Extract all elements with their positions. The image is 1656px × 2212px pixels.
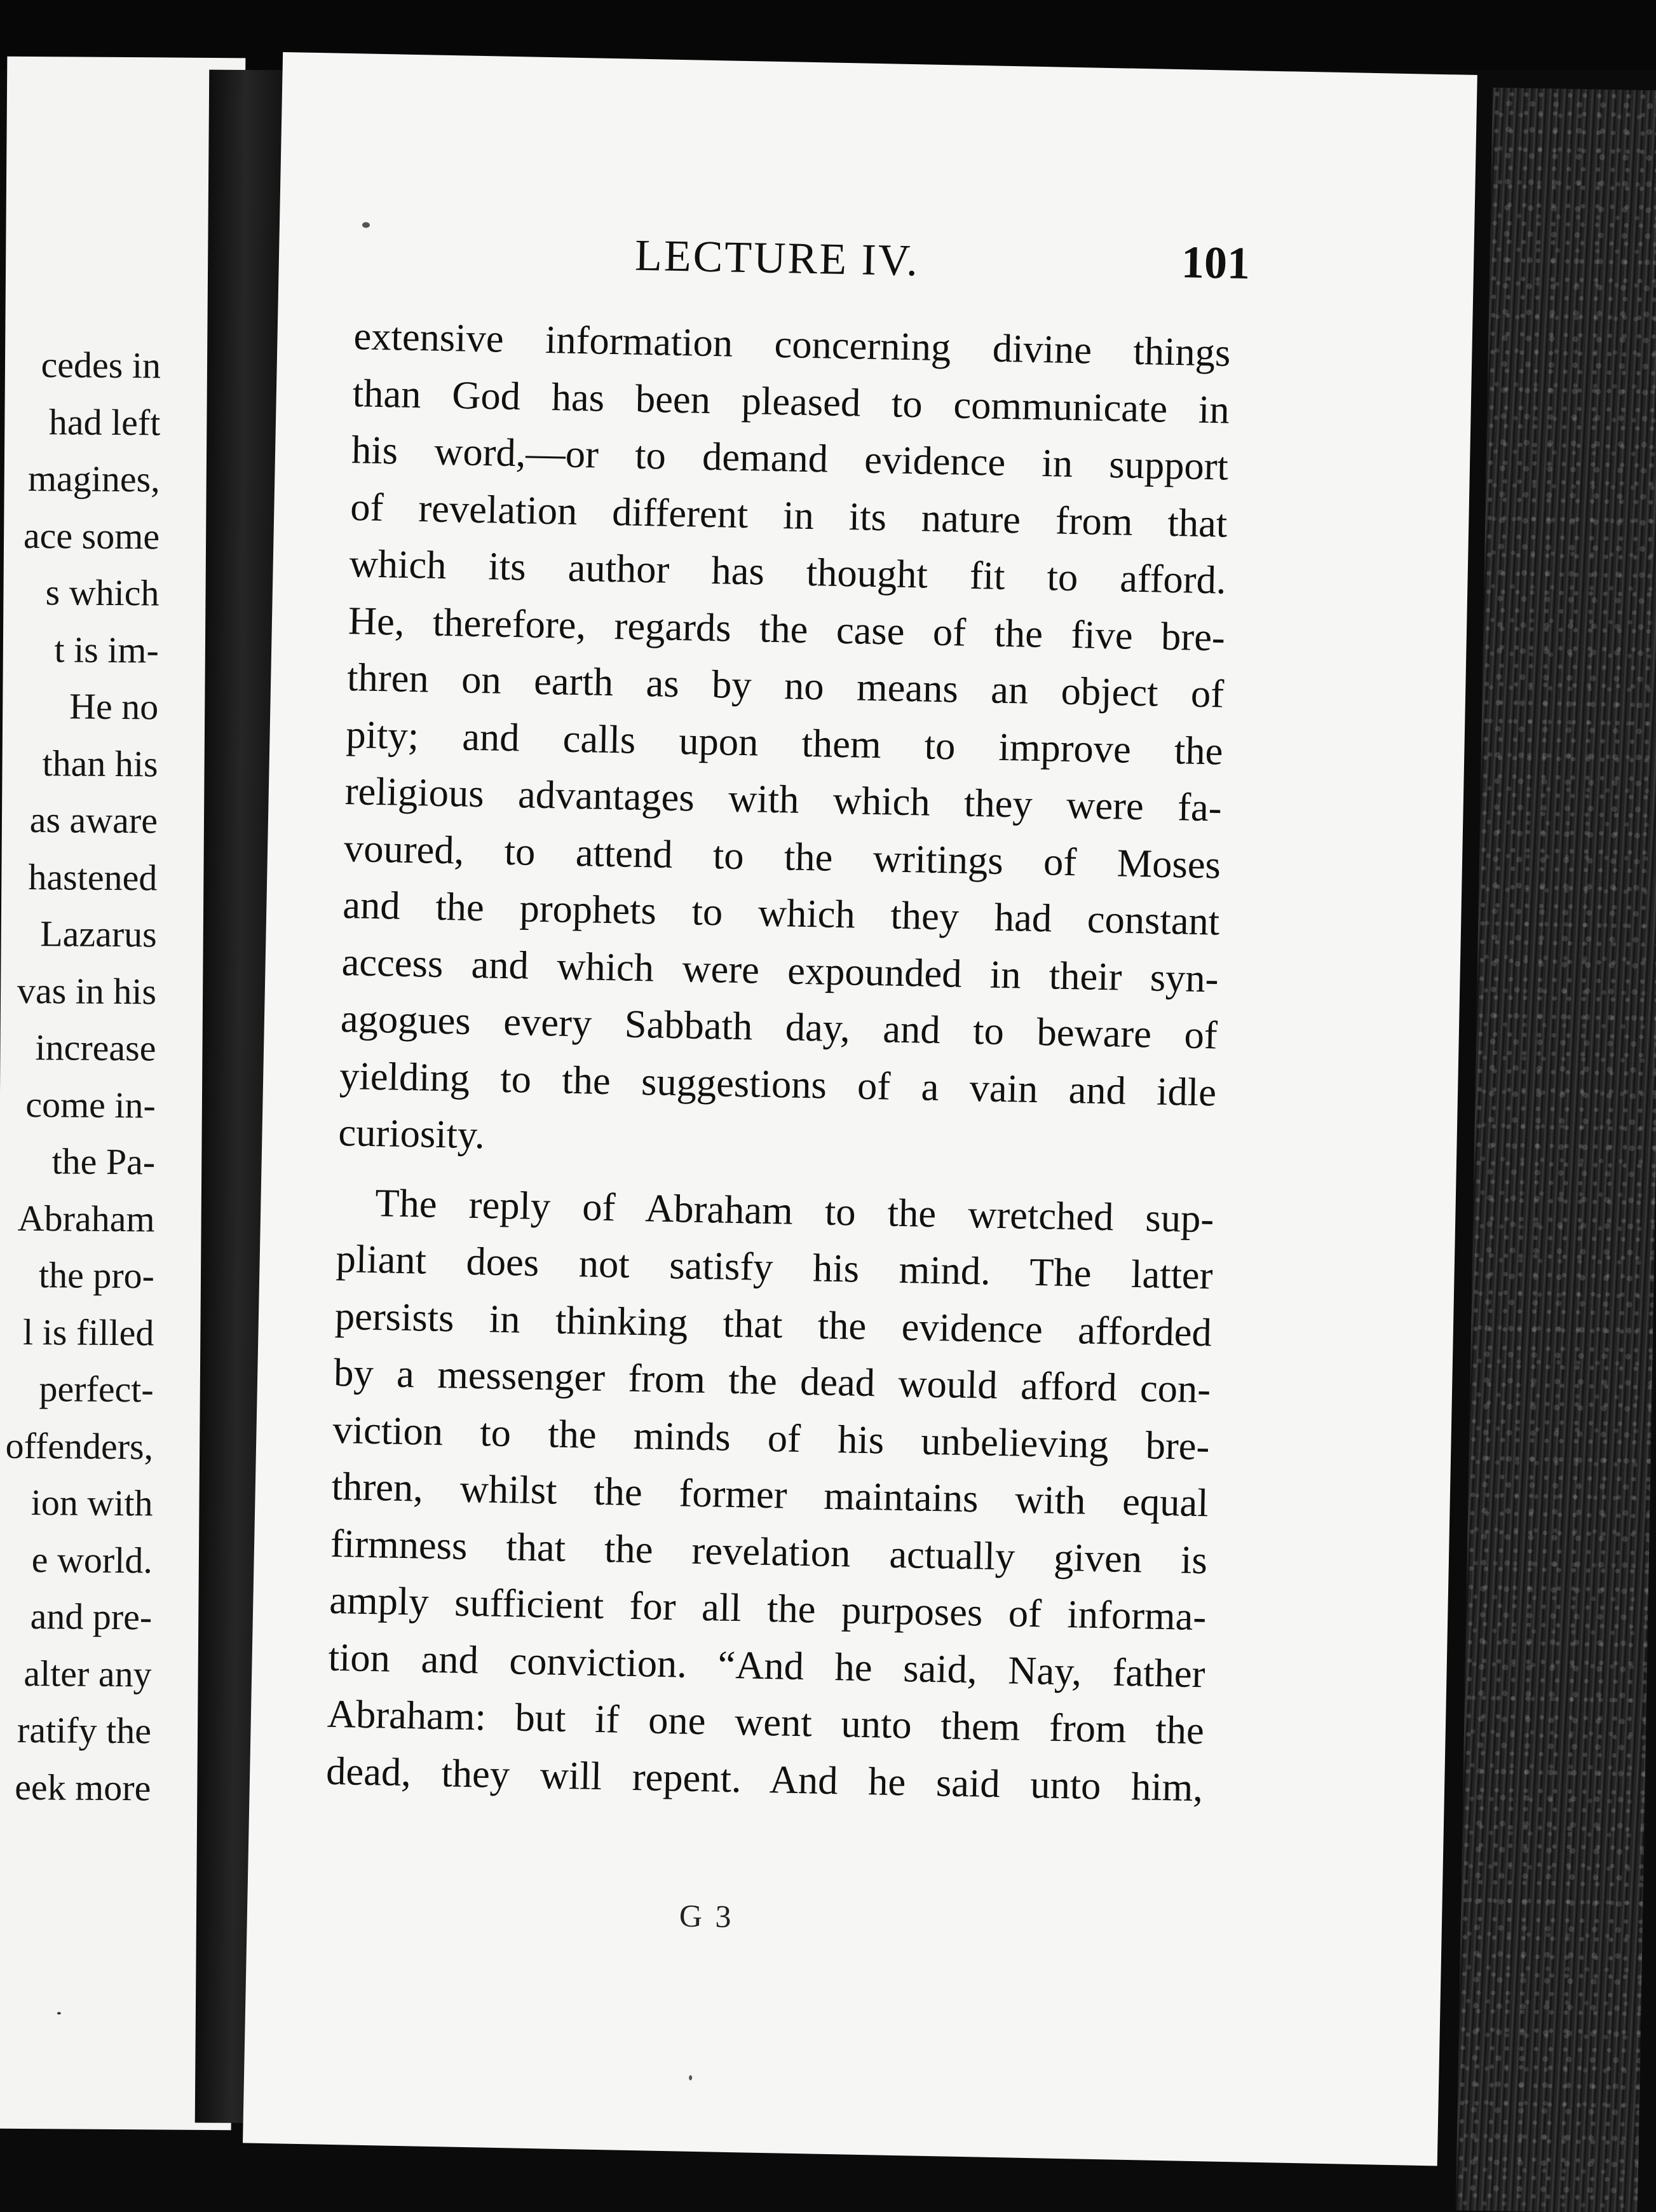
left-page-line: had left [48, 400, 161, 443]
text-line: agogues every Sabbath day, and to beware of [340, 995, 1218, 1058]
left-page-line: hastened [28, 856, 158, 898]
page-body [325, 308, 1231, 1816]
text-line: He, therefore, regards the case of the five bre- [348, 597, 1226, 660]
text-line: thren on earth as by no means an object of [346, 655, 1225, 716]
left-page-line: offenders, [5, 1424, 154, 1467]
text-line: pity; and calls upon them to improve the [345, 711, 1224, 774]
text-line: firmness that the revelation actually given is [330, 1520, 1208, 1582]
signature-mark: G 3 [679, 1897, 735, 1935]
left-page-line: cedes in [41, 344, 161, 386]
text-line: tion and conviction. “And he said, Nay, father [328, 1634, 1206, 1696]
left-page-line: eek more [14, 1766, 151, 1808]
left-page-line: t is im- [54, 628, 159, 671]
text-line: than God has been pleased to communicate in [352, 370, 1230, 432]
left-page-line: He no [69, 685, 159, 728]
ink-speck [57, 2012, 61, 2014]
text-line: curiosity. [337, 1109, 485, 1157]
text-line: religious advantages with which they were fa- [344, 768, 1223, 830]
scan-background [0, 0, 1656, 70]
text-line: his word,—or to demand evidence in support [351, 427, 1229, 489]
left-page-line: than his [42, 742, 158, 784]
left-page-line: ratify the [17, 1709, 152, 1752]
text-line: Abraham: but if one went unto them from the [327, 1691, 1205, 1753]
text-line: The reply of Abraham to the wretched sup- [374, 1180, 1214, 1241]
text-line: of revelation different in its nature from that [350, 484, 1228, 546]
left-page-line: Lazarus [39, 913, 157, 955]
left-page-line: magines, [27, 457, 160, 500]
text-line: viction to the minds of his unbelieving bre- [332, 1407, 1211, 1468]
left-page-line: the pro- [38, 1254, 155, 1297]
text-line: by a messenger from the dead would afford con- [333, 1349, 1211, 1412]
left-page-line: come in- [25, 1083, 156, 1126]
left-page-line: l is filled [22, 1311, 154, 1353]
left-page-line: perfect- [39, 1368, 154, 1410]
left-page-text [0, 336, 161, 1816]
text-line: and the prophets to which they had constant [342, 882, 1220, 944]
left-page-line: e world. [31, 1538, 153, 1581]
left-page-line: ion with [31, 1482, 153, 1524]
text-line: thren, whilst the former maintains with equal [331, 1463, 1209, 1526]
left-page-line: increase [35, 1027, 156, 1069]
book-edge-texture [1456, 88, 1656, 2212]
left-page-line: ace some [23, 514, 160, 557]
text-line: amply sufficient for all the purposes of informa- [329, 1577, 1207, 1639]
text-line: yielding to the suggestions of a vain and idle [339, 1053, 1217, 1114]
left-page-line: as aware [29, 799, 158, 842]
paragraph [338, 308, 1232, 1178]
text-line: dead, they will repent. And he said unto him, [325, 1748, 1204, 1810]
ink-speck [362, 222, 370, 228]
right-page [243, 52, 1477, 2166]
text-line: voured, to attend to the writings of Moses [343, 825, 1221, 887]
text-line: access and which were expounded in their syn- [341, 939, 1219, 1000]
ink-speck [689, 2075, 692, 2080]
running-head: LECTURE IV. [634, 231, 920, 286]
left-page-line: alter any [24, 1652, 152, 1695]
left-page-line: s which [45, 571, 159, 614]
left-page-line: the Pa- [51, 1140, 156, 1183]
text-line: extensive information concerning divine things [353, 313, 1232, 375]
left-page-line: and pre- [30, 1595, 153, 1638]
left-page-line: Abraham [17, 1197, 155, 1239]
text-line: persists in thinking that the evidence afforded [334, 1293, 1212, 1355]
text-line: pliant does not satisfy his mind. The latter [336, 1236, 1214, 1298]
text-line: which its author has thought fit to afford. [349, 541, 1227, 603]
paragraph [325, 1173, 1214, 1816]
page-number: 101 [1181, 236, 1251, 289]
left-page-line: vas in his [17, 969, 157, 1012]
